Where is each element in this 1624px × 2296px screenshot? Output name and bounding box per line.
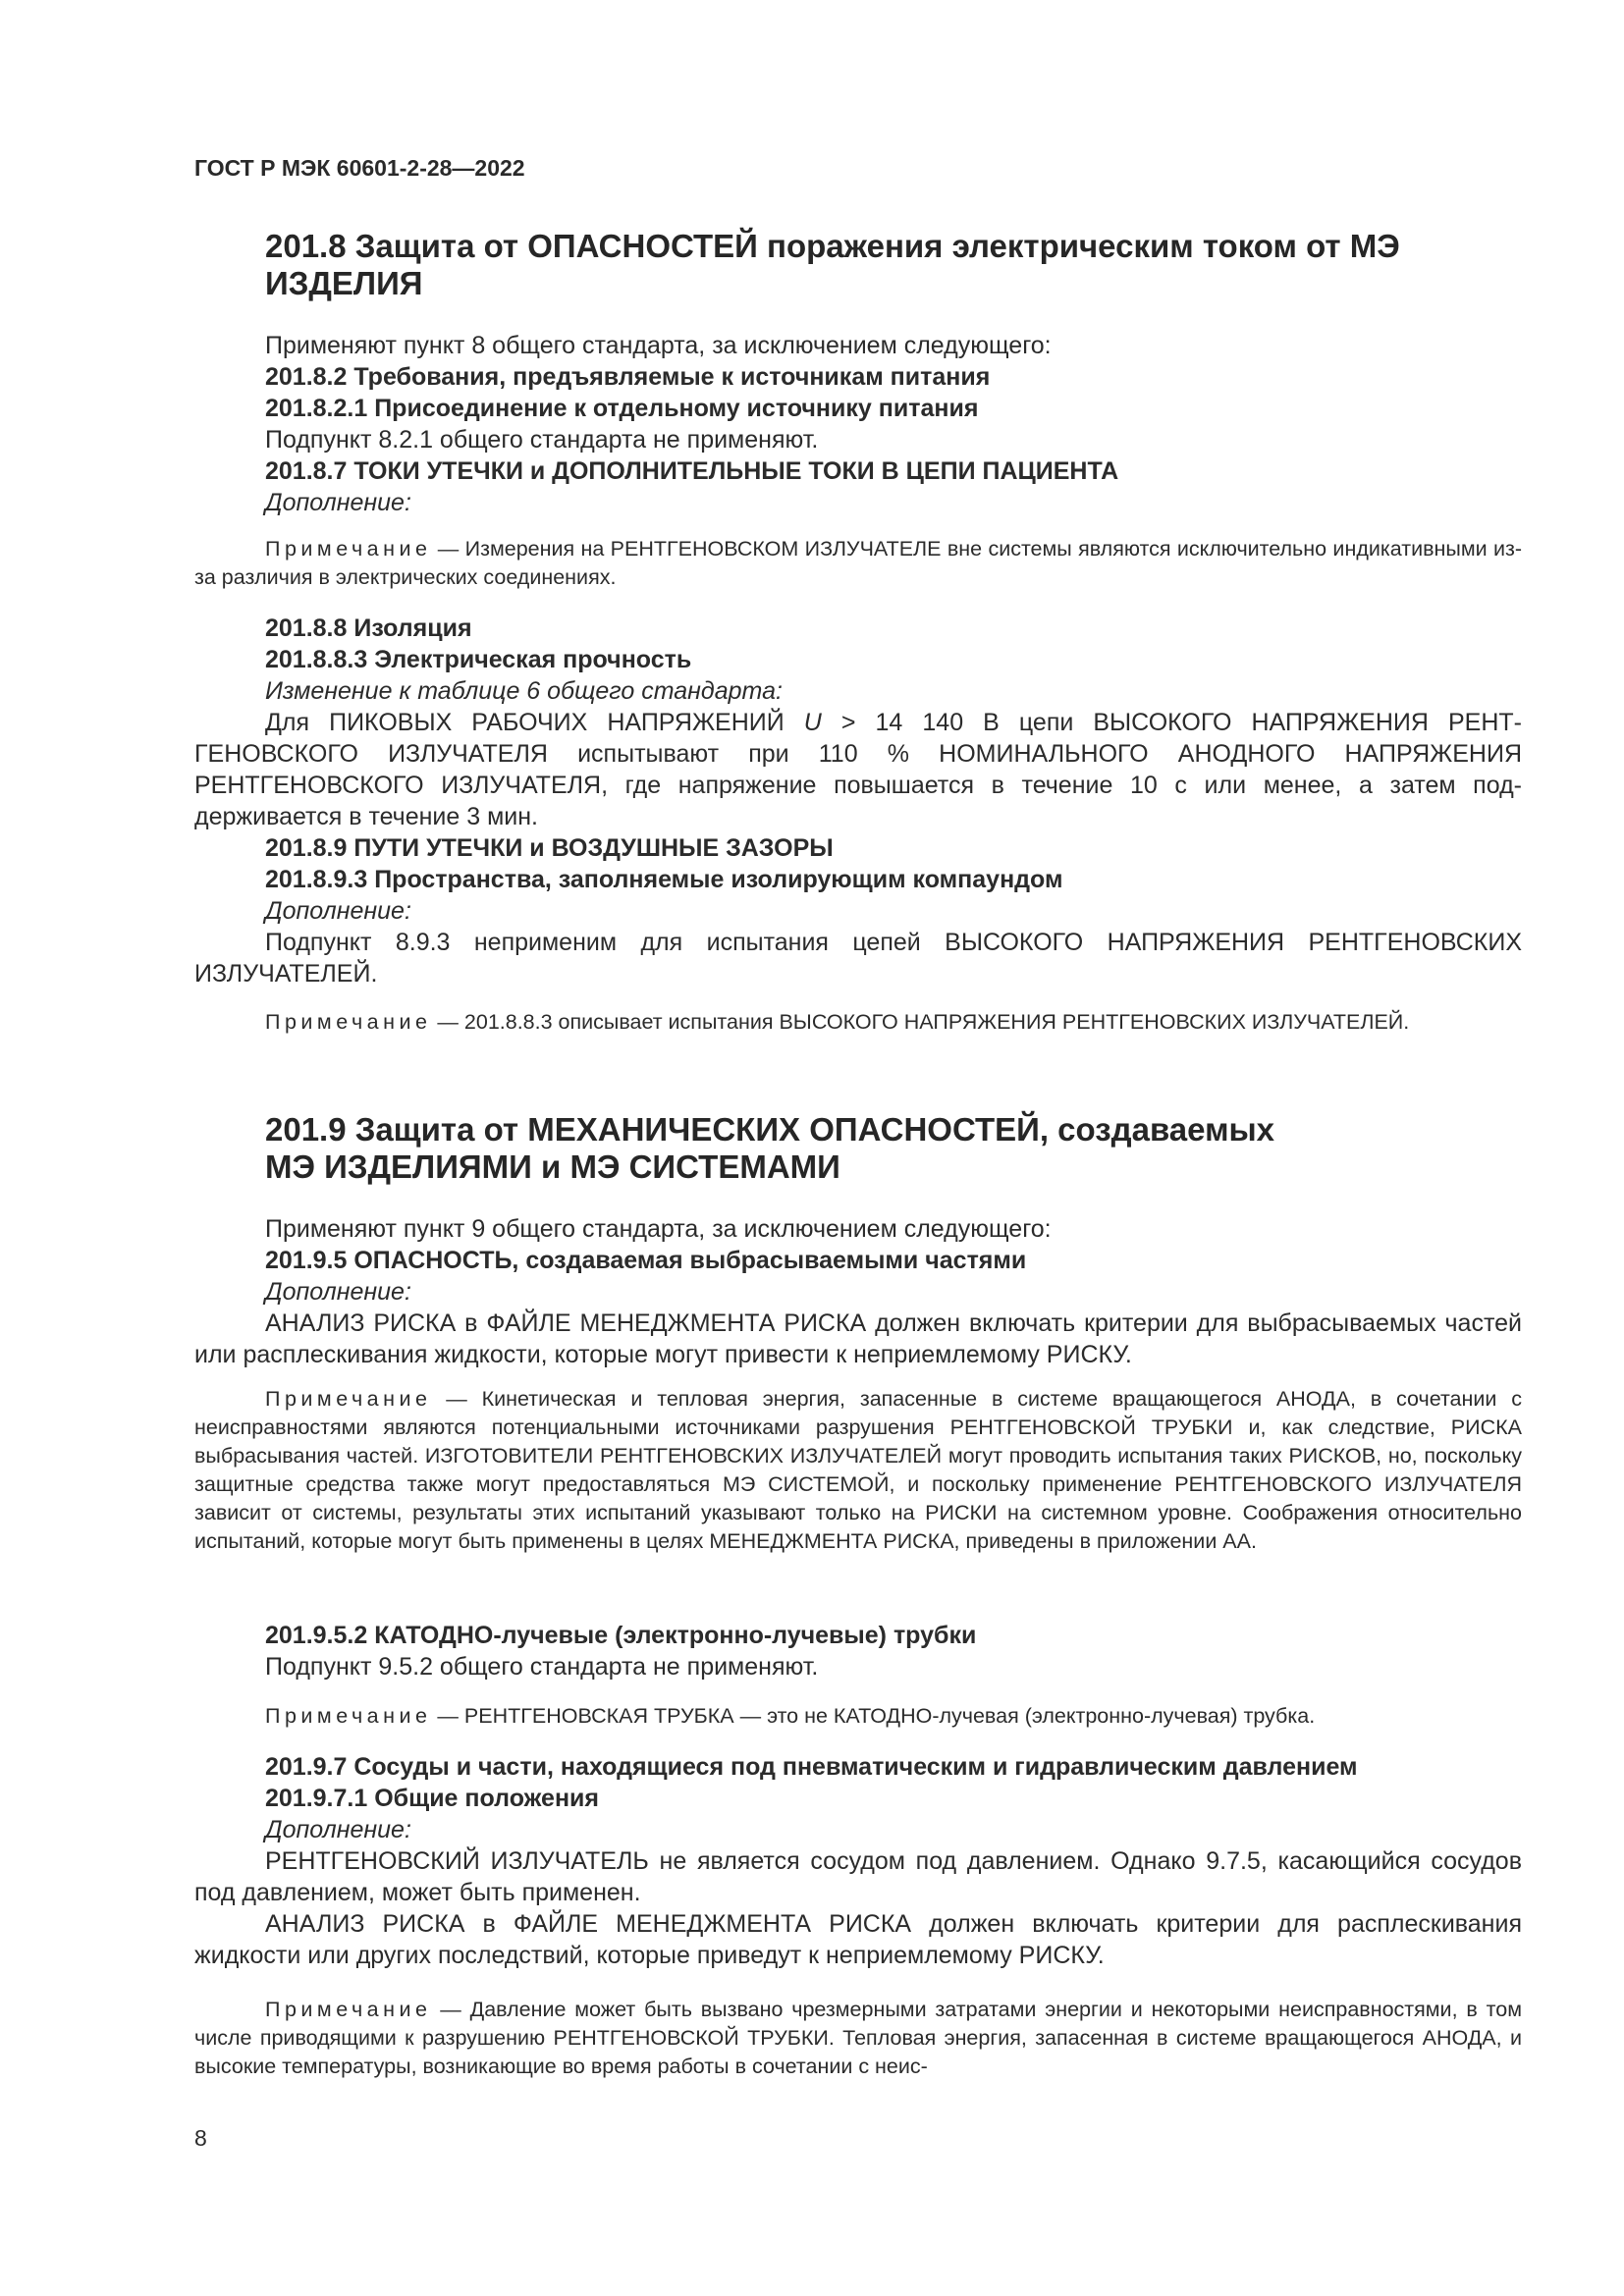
- change-label: Изменение к таблице 6 общего стандарта:: [265, 677, 783, 705]
- subsection-heading: 201.8.9 ПУТИ УТЕЧКИ и ВОЗДУШНЫЕ ЗАЗОРЫ: [265, 834, 834, 862]
- subsection-heading: 201.8.2 Требования, предъявляемые к источникам питания: [265, 363, 991, 391]
- section-title: [265, 228, 1522, 302]
- paragraph: АНАЛИЗ РИСКА в ФАЙЛЕ МЕНЕДЖМЕНТА РИСКА должен включать критерии для выбрасываемых частей или расплескивания жидкости, которые могут привести к неприемлемому РИСКУ.: [194, 1309, 1522, 1368]
- note-label: Примечание: [265, 1387, 432, 1411]
- note-text: — Измерения на РЕНТГЕНОВСКОМ ИЗЛУЧАТЕЛЕ вне системы являются исключительно индикативными из-за различия в электрических соединениях.: [194, 537, 1522, 589]
- section-201-8-content: [194, 330, 1522, 518]
- note-text: — Давление может быть вызвано чрезмерными затратами энергии и некоторыми неисправностями, в том числе приводящими к разрушению РЕНТГЕНОВСКОЙ ТРУБКИ. Тепловая энергия, запасенная в системе вращающегося АНОДА, и высокие температуры, возникающие во время работы в сочетании с неис-: [194, 1998, 1522, 2078]
- subsection-heading: 201.9.5.2 КАТОДНО-лучевые (электронно-лучевые) трубки: [265, 1622, 977, 1649]
- pressure-block: [194, 1751, 1522, 1971]
- note-1: [194, 535, 1522, 592]
- section-title-line2: ИЗДЕЛИЯ: [265, 265, 423, 301]
- note-5: [194, 1996, 1522, 2081]
- note-label: Примечание: [265, 537, 432, 561]
- section-201-9-content: [194, 1213, 1522, 1370]
- note-4: [194, 1702, 1522, 1731]
- section-title-line2: МЭ ИЗДЕЛИЯМИ и МЭ СИСТЕМАМИ: [265, 1148, 840, 1185]
- subsection-heading: 201.9.7 Сосуды и части, находящиеся под пневматическим и гидравлическим давлением: [265, 1753, 1358, 1781]
- subsection-heading: 201.8.9.3 Пространства, заполняемые изолирующим компаундом: [265, 866, 1063, 893]
- paragraph: Подпункт 8.2.1 общего стандарта не применяют.: [265, 426, 819, 454]
- page-number: 8: [194, 2125, 207, 2151]
- insulation-block: [194, 613, 1522, 989]
- paragraph: Подпункт 8.9.3 неприменим для испытания цепей ВЫСОКОГО НАПРЯЖЕНИЯ РЕНТГЕНОВСКИХ ИЗЛУЧАТЕЛЕЙ.: [194, 929, 1522, 988]
- subsection-heading: 201.8.7 ТОКИ УТЕЧКИ и ДОПОЛНИТЕЛЬНЫЕ ТОКИ В ЦЕПИ ПАЦИЕНТА: [265, 457, 1119, 485]
- section-title-line1: 201.9 Защита от МЕХАНИЧЕСКИХ ОПАСНОСТЕЙ, создаваемых: [265, 1111, 1275, 1148]
- note-2: [194, 1008, 1522, 1037]
- note-text: — Кинетическая и тепловая энергия, запасенные в системе вращающегося АНОДА, в сочетании с неисправностями являются потенциальными источниками разрушения РЕНТГЕНОВСКОЙ ТРУБКИ и, как следствие, РИСКА выбрасывания частей. ИЗГОТОВИТЕЛИ РЕНТГЕНОВСКИХ ИЗЛУЧАТЕЛЕЙ могут проводить испытания таких РИСКОВ, но, поскольку защитные средства также могут предоставляться МЭ СИСТЕМОЙ, и поскольку применение РЕНТГЕНОВСКОГО ИЗЛУЧАТЕЛЯ зависит от системы, результаты этих испытаний указывают только на РИСКИ на системном уровне. Соображения относительно испытаний, которые могут быть применены в целях МЕНЕДЖМЕНТА РИСКА, приведены в приложении АА.: [194, 1387, 1522, 1553]
- subsection-heading: 201.9.5 ОПАСНОСТЬ, создаваемая выбрасываемыми частями: [265, 1247, 1027, 1274]
- section-title: [265, 1111, 1522, 1186]
- section-201-8: [194, 228, 1522, 302]
- addition-label: Дополнение:: [265, 1278, 411, 1306]
- subsection-heading: 201.8.8.3 Электрическая прочность: [265, 646, 692, 673]
- section-title-line1: 201.8 Защита от ОПАСНОСТЕЙ поражения электрическим током от МЭ: [265, 228, 1400, 264]
- addition-label: Дополнение:: [265, 1816, 411, 1843]
- paragraph: РЕНТГЕНОВСКИЙ ИЗЛУЧАТЕЛЬ не является сосудом под давлением. Однако 9.7.5, касающийся сосудов под давлением, может быть применен.: [194, 1847, 1522, 1906]
- paragraph: АНАЛИЗ РИСКА в ФАЙЛЕ МЕНЕДЖМЕНТА РИСКА должен включать критерии для расплескивания жидкости или других последствий, которые приведут к неприемлемому РИСКУ.: [194, 1910, 1522, 1969]
- paragraph: Применяют пункт 9 общего стандарта, за исключением следующего:: [265, 1215, 1052, 1243]
- note-3: [194, 1385, 1522, 1556]
- paragraph: Подпункт 9.5.2 общего стандарта не применяют.: [265, 1653, 819, 1681]
- note-label: Примечание: [265, 1704, 432, 1728]
- subsection-heading: 201.9.7.1 Общие положения: [265, 1785, 600, 1812]
- paragraph: Для ПИКОВЫХ РАБОЧИХ НАПРЯЖЕНИЙ U > 14 140 В цепи ВЫСОКОГО НАПРЯЖЕНИЯ РЕНТГЕНОВСКОГО ИЗЛУЧАТЕЛЯ испытывают при 110 % НОМИНАЛЬНОГО АНОДНОГО НАПРЯЖЕНИЯ РЕНТГЕНОВСКОГО ИЗЛУЧАТЕЛЯ, где напряжение повышается в течение 10 с или менее, а затем поддерживается в течение 3 мин.: [194, 709, 1522, 830]
- paragraph: Применяют пункт 8 общего стандарта, за исключением следующего:: [265, 332, 1052, 359]
- note-label: Примечание: [265, 1010, 432, 1034]
- symbol-u: U: [803, 709, 822, 736]
- note-text: — РЕНТГЕНОВСКАЯ ТРУБКА — это не КАТОДНО-лучевая (электронно-лучевая) трубка.: [431, 1704, 1316, 1728]
- document-header: ГОСТ Р МЭК 60601-2-28—2022: [194, 155, 525, 181]
- crt-block: [194, 1620, 1522, 1682]
- addition-label: Дополнение:: [265, 897, 411, 925]
- subsection-heading: 201.8.8 Изоляция: [265, 614, 472, 642]
- section-201-9: [194, 1111, 1522, 1186]
- note-label: Примечание: [265, 1998, 432, 2021]
- addition-label: Дополнение:: [265, 489, 411, 516]
- note-text: — 201.8.8.3 описывает испытания ВЫСОКОГО НАПРЯЖЕНИЯ РЕНТГЕНОВСКИХ ИЗЛУЧАТЕЛЕЙ.: [431, 1010, 1410, 1034]
- subsection-heading: 201.8.2.1 Присоединение к отдельному источнику питания: [265, 395, 979, 422]
